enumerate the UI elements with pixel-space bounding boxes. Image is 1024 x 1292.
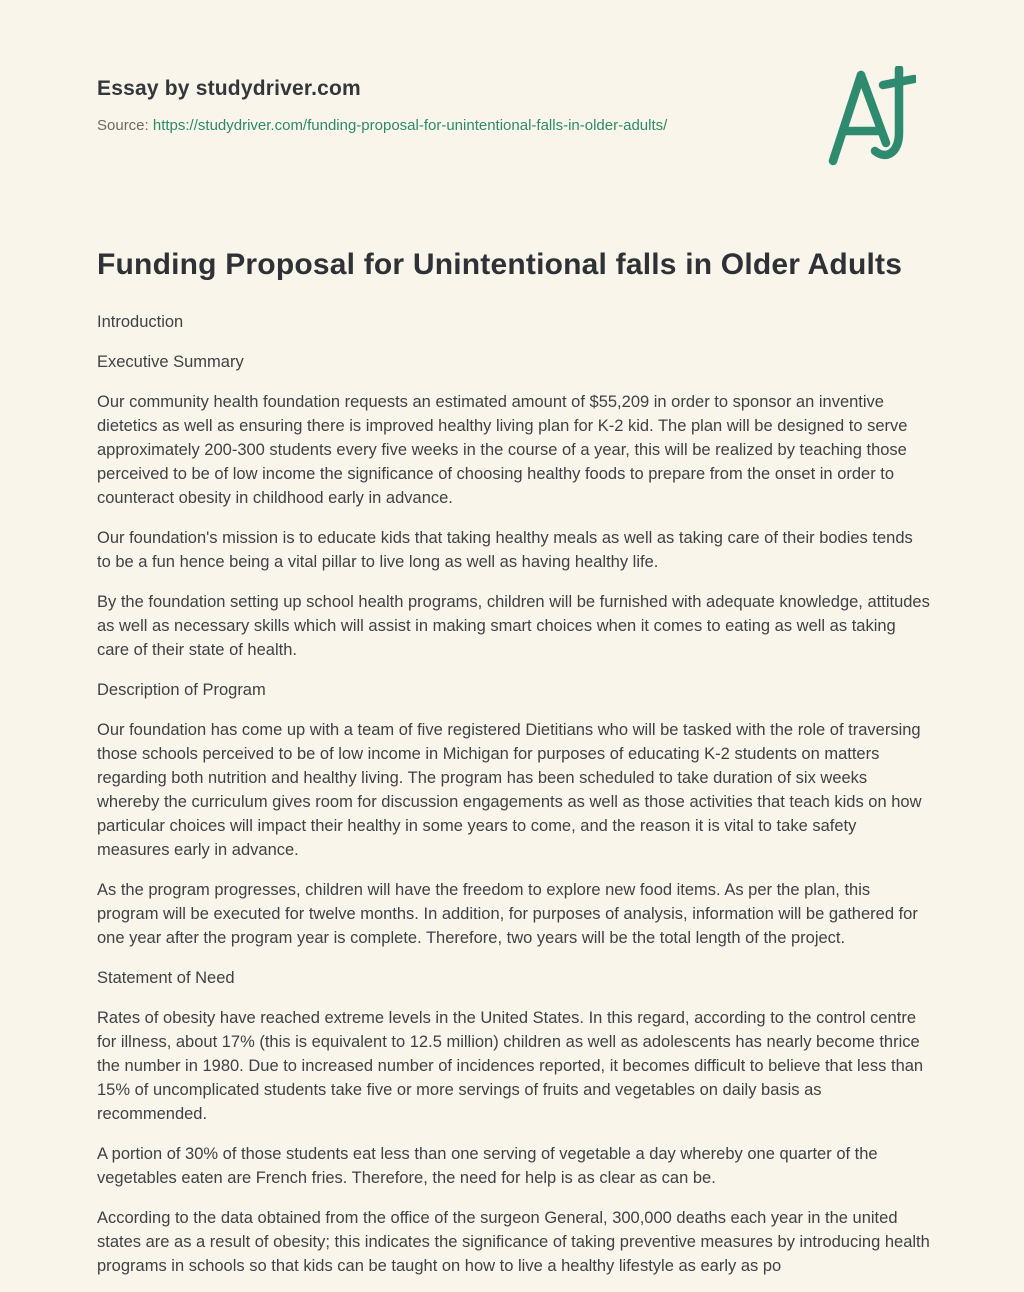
section-heading: Introduction (97, 313, 184, 331)
source-line (97, 116, 930, 136)
section-heading: Description of Program (97, 681, 266, 699)
section-heading: Executive Summary (97, 353, 244, 371)
source-label: Source: (97, 117, 149, 134)
paragraph: A portion of 30% of those students eat less than one serving of vegetable a day whereby one quarter of the vegetables eaten are French fries. Therefore, the need for help is as clear as can be. (97, 1145, 878, 1187)
section-heading: Statement of Need (97, 969, 235, 987)
paragraph: By the foundation setting up school health programs, children will be furnished with adequate knowledge, attitudes as well as necessary skills which will assist in making smart choices when it comes to eating as well as taking care of their state of health. (97, 593, 930, 659)
paragraph: According to the data obtained from the office of the surgeon General, 300,000 deaths each year in the united states are as a result of obesity; this indicates the significance of taking preventive measures by introducing health programs in schools so that kids can be taught on how to live a healthy lifestyle as early as po (97, 1209, 930, 1275)
paragraph: Our foundation has come up with a team of five registered Dietitians who will be tasked with the role of traversing those schools perceived to be of low income in Michigan for purposes of educating K-2 students on matters regarding both nutrition and healthy living. The program has been scheduled to take duration of six weeks whereby the curriculum gives room for discussion engagements as well as those activities that teach kids on how particular choices will impact their healthy in some years to come, and the reason it is vital to take safety measures early in advance. (97, 721, 922, 859)
page-title: Funding Proposal for Unintentional falls in Older Adults (97, 248, 903, 281)
paragraph: Our community health foundation requests an estimated amount of $55,209 in order to sponsor an inventive dietetics as well as ensuring there is improved healthy living plan for K-2 kid. The plan will be designed to serve approximately 200-300 students every five weeks in the course of a year, this will be realized by teaching those perceived to be of low income the significance of choosing healthy foods to prepare from the onset in order to counteract obesity in childhood early in advance. (97, 393, 908, 507)
article-body (97, 310, 930, 1278)
paragraph: As the program progresses, children will have the freedom to explore new food items. As per the plan, this program will be executed for twelve months. In addition, for purposes of analysis, information will be gathered for one year after the program year is complete. Therefore, two years will be the total length of the project. (97, 881, 918, 947)
paragraph: Rates of obesity have reached extreme levels in the United States. In this regard, according to the control centre for illness, about 17% (this is equivalent to 12.5 million) children as well as adolescents has nearly become thrice the number in 1980. Due to increased number of incidences reported, it becomes difficult to believe that less than 15% of uncomplicated students take five or more servings of fruits and vegetables on daily basis as recommended. (97, 1009, 924, 1123)
studydriver-logo-icon (828, 66, 916, 166)
byline: Essay by studydriver.com (97, 77, 361, 100)
paragraph: Our foundation's mission is to educate kids that taking healthy meals as well as taking care of their bodies tends to be a fun hence being a vital pillar to live long as well as having healthy life. (97, 529, 913, 571)
source-url-link[interactable]: https://studydriver.com/funding-proposal-for-unintentional-falls-in-older-adults/ (152, 117, 668, 134)
